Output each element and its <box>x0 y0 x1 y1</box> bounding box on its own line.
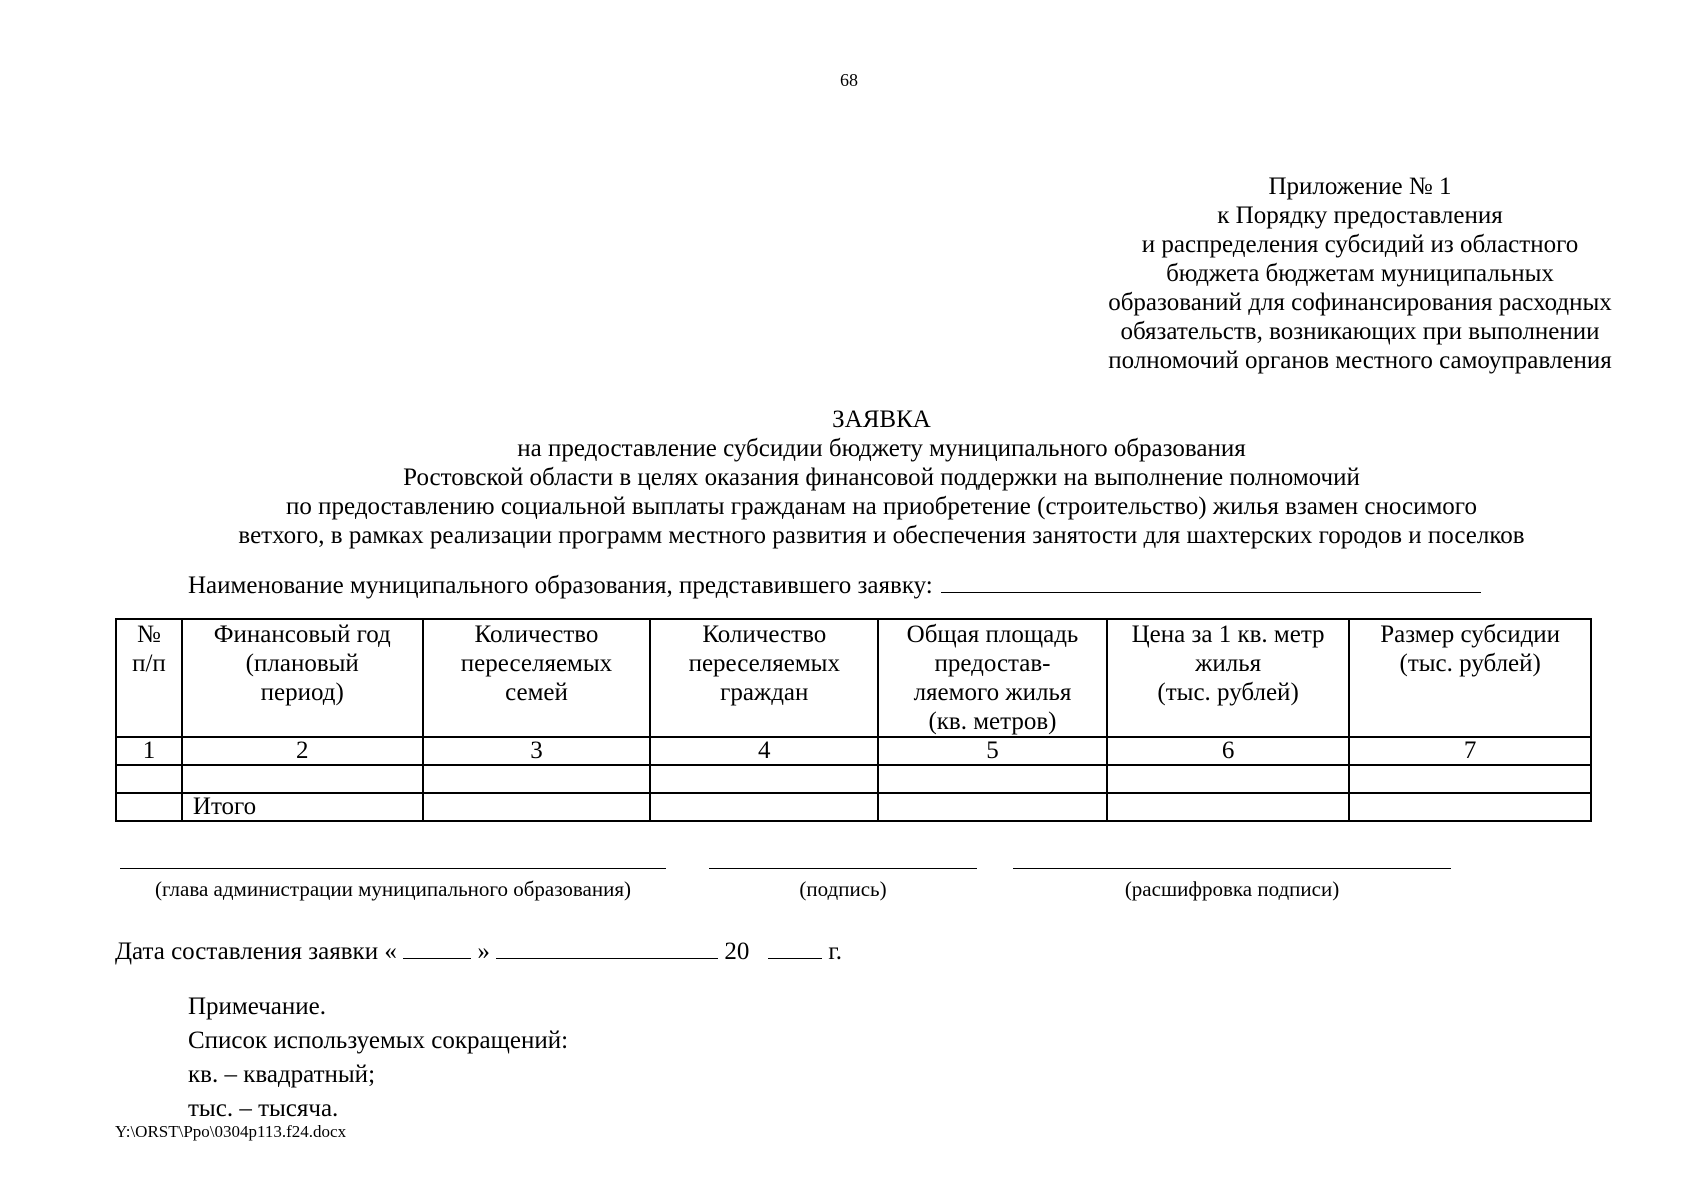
note-line: Примечание. <box>188 993 327 1020</box>
signature-label: (подпись) <box>799 877 887 901</box>
column-number-cell: 4 <box>650 737 878 765</box>
table-cell[interactable] <box>650 793 878 821</box>
note-line: кв. – квадратный; <box>188 1061 376 1088</box>
table-cell[interactable] <box>1107 765 1350 793</box>
title-line: ветхого, в рамках реализации программ местного развития и обеспечения занятости для шахтерских городов и поселков <box>238 522 1525 549</box>
month-field[interactable] <box>496 938 718 959</box>
header-cell-year: Финансовый год (плановый период) <box>182 619 423 737</box>
municipality-line <box>188 570 1481 600</box>
header-cell-subsidy: Размер субсидии (тыс. рублей) <box>1349 619 1591 737</box>
decoding-label: (расшифровка подписи) <box>1124 877 1340 901</box>
year-field[interactable] <box>768 938 822 959</box>
municipality-field[interactable] <box>941 570 1481 593</box>
table-cell[interactable] <box>116 793 182 821</box>
note-line: Список используемых сокращений: <box>188 1027 569 1054</box>
head-signature-line[interactable] <box>120 868 666 869</box>
table-cell[interactable] <box>878 765 1107 793</box>
appendix-line: полномочий органов местного самоуправления <box>1108 347 1612 374</box>
table-cell[interactable] <box>423 793 651 821</box>
header-cell-number: № п/п <box>116 619 182 737</box>
title-line: на предоставление субсидии бюджету муниципального образования <box>517 435 1246 462</box>
table-row <box>116 765 1591 793</box>
column-number-cell: 2 <box>182 737 423 765</box>
table-cell[interactable] <box>650 765 878 793</box>
header-cell-price: Цена за 1 кв. метр жилья (тыс. рублей) <box>1107 619 1350 737</box>
header-cell-citizens: Количество переселяемых граждан <box>650 619 878 737</box>
column-number-cell: 6 <box>1107 737 1350 765</box>
note-block <box>188 990 568 1126</box>
table-cell[interactable] <box>1349 765 1591 793</box>
table-cell[interactable] <box>1107 793 1350 821</box>
year-prefix: 20 <box>724 938 750 965</box>
appendix-line: образований для софинансирования расходных <box>1108 289 1612 316</box>
table-cell[interactable] <box>423 765 651 793</box>
table-cell[interactable] <box>878 793 1107 821</box>
document-title <box>100 405 1663 550</box>
file-path: Y:\ORST\Ppo\0304p113.f24.docx <box>115 1122 347 1141</box>
appendix-line: к Порядку предоставления <box>1217 202 1503 229</box>
column-number-cell: 3 <box>423 737 651 765</box>
signature-line[interactable] <box>709 868 977 869</box>
title-line: Ростовской области в целях оказания финансовой поддержки на выполнение полномочий <box>403 464 1360 491</box>
decoding-signature-line[interactable] <box>1013 868 1451 869</box>
title-heading: ЗАЯВКА <box>832 406 931 433</box>
date-line <box>115 938 842 966</box>
column-number-cell: 7 <box>1349 737 1591 765</box>
date-close-quote: » <box>477 938 490 965</box>
appendix-line: и распределения субсидий из областного <box>1141 231 1579 258</box>
appendix-block <box>1050 172 1670 375</box>
title-line: по предоставлению социальной выплаты гражданам на приобретение (строительство) жилья взамен сносимого <box>286 493 1477 520</box>
column-number-row <box>116 737 1591 765</box>
appendix-line: обязательств, возникающих при выполнении <box>1120 318 1600 345</box>
column-number-cell: 1 <box>116 737 182 765</box>
table-cell[interactable] <box>182 765 423 793</box>
table-cell[interactable] <box>116 765 182 793</box>
date-prefix: Дата составления заявки « <box>115 938 397 965</box>
total-label: Итого <box>182 793 423 821</box>
column-number-cell: 5 <box>878 737 1107 765</box>
note-line: тыс. – тысяча. <box>188 1095 339 1122</box>
head-signature-label: (глава администрации муниципального образования) <box>155 877 631 901</box>
appendix-line: бюджета бюджетам муниципальных <box>1166 260 1554 287</box>
appendix-line: Приложение № 1 <box>1268 173 1452 200</box>
total-row <box>116 793 1591 821</box>
year-suffix: г. <box>828 938 843 965</box>
header-cell-area: Общая площадь предостав- ляемого жилья (кв. метров) <box>878 619 1107 737</box>
day-field[interactable] <box>403 938 471 959</box>
page-number: 68 <box>840 70 858 90</box>
application-table <box>115 618 1592 822</box>
header-cell-families: Количество переселяемых семей <box>423 619 651 737</box>
table-cell[interactable] <box>1349 793 1591 821</box>
municipality-label: Наименование муниципального образования, представившего заявку: <box>188 572 933 599</box>
table-header-row <box>116 619 1591 737</box>
